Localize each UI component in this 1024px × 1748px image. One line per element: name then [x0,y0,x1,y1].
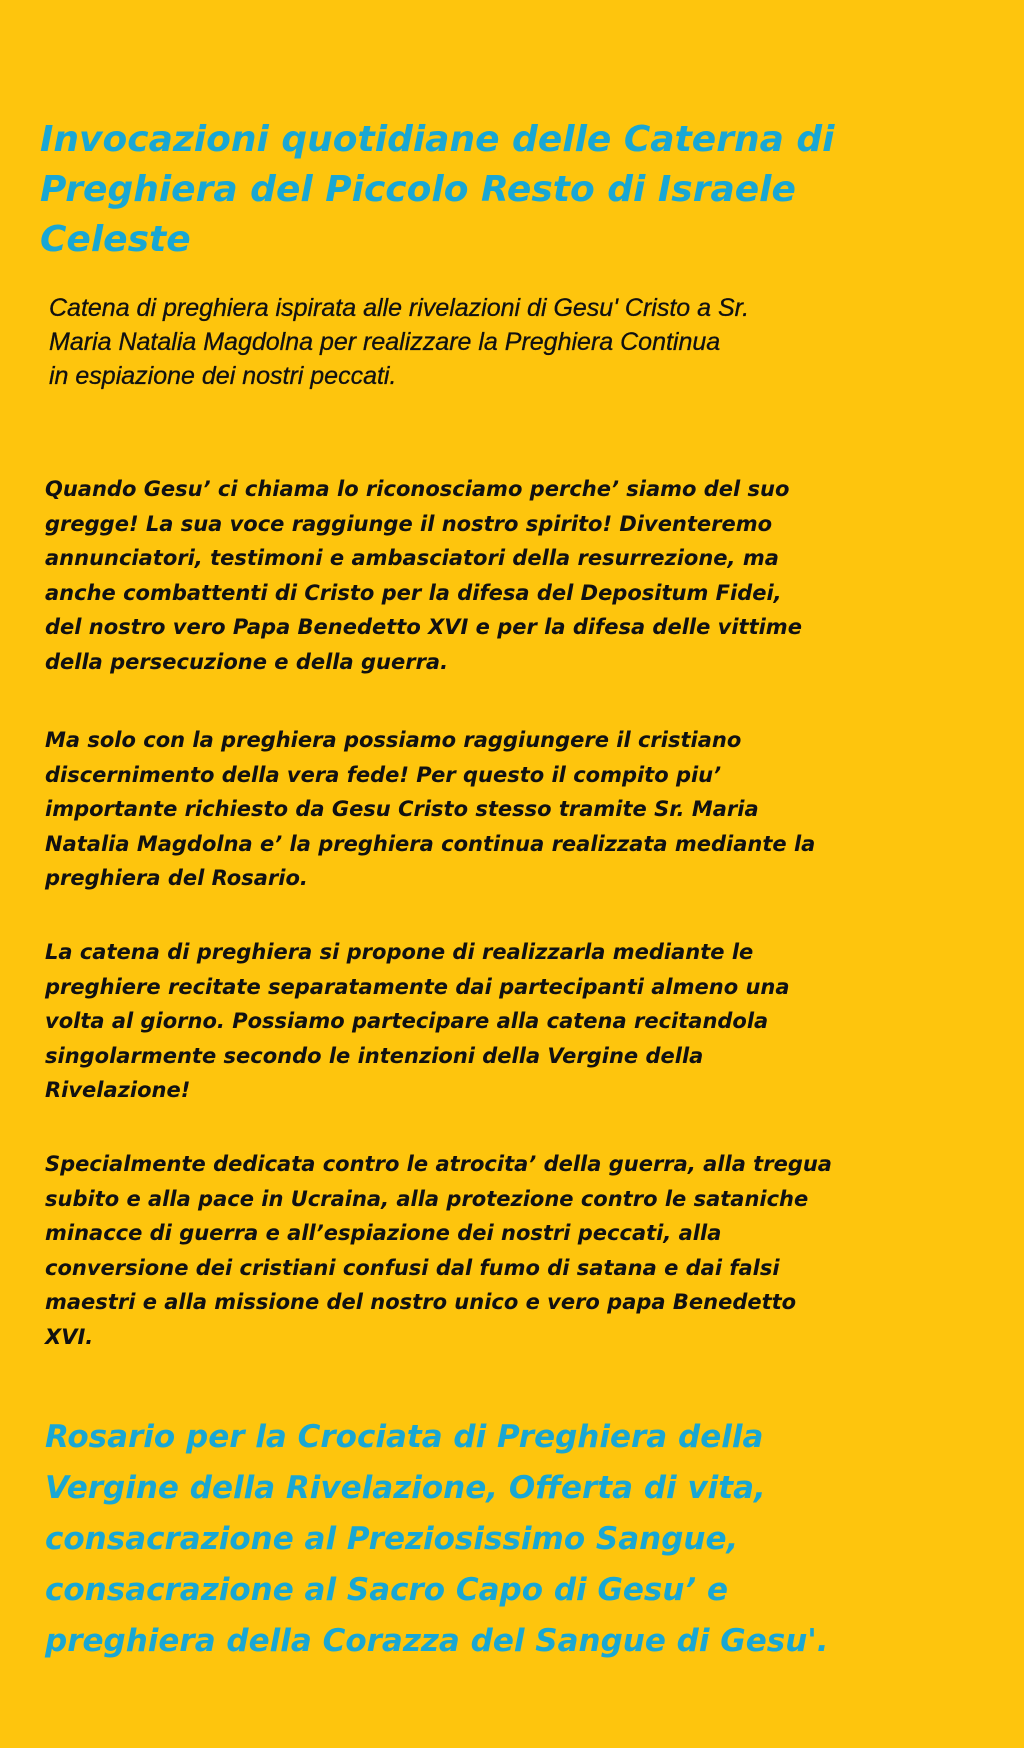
paragraph-line: discernimento della vera fede! Per questo il compito piu’ [45,762,722,787]
paragraph-line: anche combattenti di Cristo per la difesa del Depositum Fidei, [45,580,782,605]
paragraph-line: minacce di guerra e all’espiazione dei nostri peccati, alla [45,1221,722,1245]
paragraph-line: annunciatori, testimoni e ambasciatori della resurrezione, ma [45,546,779,570]
intro-text [49,291,1009,393]
rosary-heading [45,1412,1005,1667]
rosary-line: Rosario per la Crociata di Preghiera della [45,1419,764,1455]
paragraph-line: volta al giorno. Possiamo partecipare alla catena recitandola [45,1009,769,1033]
paragraph-line: Natalia Magdolna e’ la preghiera continua realizzata mediante la [45,831,816,856]
paragraph-line: importante richiesto da Gesu Cristo stesso tramite Sr. Maria [45,797,759,821]
paragraph-line: singolarmente secondo le intenzioni della Vergine della [45,1043,704,1068]
title-line: Invocazioni quotidiane delle Caterna di [40,119,835,160]
rosary-line: Vergine della Rivelazione, Offerta di vita, [45,1470,766,1506]
paragraph-prayer-discernment [45,723,1005,896]
title-line: Celeste [40,219,191,260]
paragraph-line: Rivelazione! [45,1078,191,1102]
rosary-line: consacrazione al Preziosissimo Sangue, [45,1521,739,1557]
paragraph-line: preghiere recitate separatamente dai partecipanti almeno una [45,974,790,999]
paragraph-line: del nostro vero Papa Benedetto XVI e per la difesa delle vittime [45,615,802,639]
title-line: Preghiera del Piccolo Resto di Israele [40,169,796,210]
paragraph-prayer-chain [45,935,1005,1108]
paragraph-line: Specialmente dedicata contro le atrocita’ della guerra, alla tregua [45,1152,832,1176]
page-title [40,115,1000,265]
paragraph-line: della persecuzione e della guerra. [45,649,449,674]
paragraph-line: XVI. [45,1324,94,1349]
paragraph-line: Ma solo con la preghiera possiamo raggiungere il cristiano [45,728,742,752]
paragraph-line: subito e alla pace in Ucraina, alla protezione contro le sataniche [45,1186,809,1211]
rosary-line: consacrazione al Sacro Capo di Gesu’ e [45,1572,729,1608]
paragraph-dedication [45,1147,1005,1354]
intro-line: Maria Natalia Magdolna per realizzare la Preghiera Continua [49,328,721,356]
paragraph-line: La catena di preghiera si propone di realizzarla mediante le [45,940,754,964]
intro-line: in espiazione dei nostri peccati. [49,362,397,390]
paragraph-line: Quando Gesu’ ci chiama lo riconosciamo perche’ siamo del suo [45,477,790,501]
paragraph-call-of-jesus [45,472,1005,679]
intro-line: Catena di preghiera ispirata alle rivelazioni di Gesu' Cristo a Sr. [49,294,750,322]
paragraph-line: preghiera del Rosario. [45,866,308,890]
paragraph-line: maestri e alla missione del nostro unico e vero papa Benedetto [45,1290,797,1314]
paragraph-line: conversione dei cristiani confusi dal fumo di satana e dai falsi [45,1255,780,1280]
rosary-line: preghiera della Corazza del Sangue di Gesu'. [45,1623,829,1659]
paragraph-line: gregge! La sua voce raggiunge il nostro spirito! Diventeremo [45,511,773,536]
